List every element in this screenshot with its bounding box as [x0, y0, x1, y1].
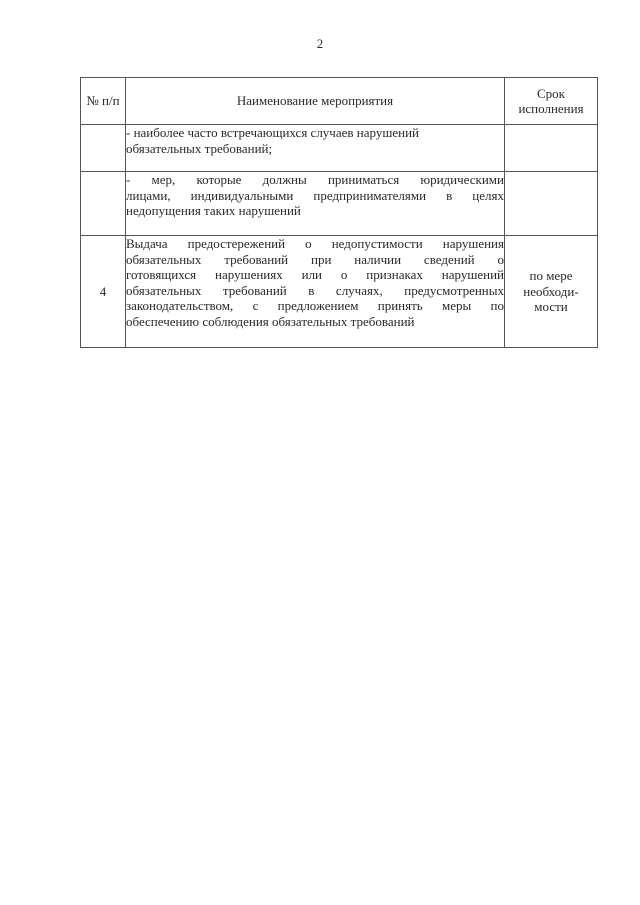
text-line: законодательством, с предложением принять меры по	[126, 298, 504, 313]
header-deadline-line-2: исполнения	[518, 101, 584, 116]
table-row	[81, 125, 598, 172]
text-line: - мер, которые должны приниматься юридическими	[126, 172, 504, 187]
table-header-row	[81, 78, 598, 125]
activities-table	[80, 77, 598, 348]
deadline-line-1: по мере	[529, 268, 573, 284]
page-number: 2	[316, 36, 324, 51]
text-line: недопущения таких нарушений	[126, 203, 301, 218]
header-number: № п/п	[81, 78, 126, 125]
deadline-line-2: необходи-	[523, 283, 579, 299]
row-activity	[126, 172, 505, 236]
text-line: обязательных требований в случаях, предусмотренных	[126, 282, 504, 298]
header-deadline	[505, 78, 598, 125]
table-row	[81, 172, 598, 236]
row-deadline	[505, 172, 598, 236]
header-activity-name: Наименование мероприятия	[126, 78, 505, 125]
text-line: лицами, индивидуальными предпринимателями в целях	[126, 187, 504, 203]
text-line: готовящихся нарушениях или о признаках нарушений	[126, 267, 504, 282]
table-row	[81, 236, 598, 348]
text-line: обеспечению соблюдения обязательных требований	[126, 313, 415, 329]
row-number	[81, 172, 126, 236]
row-activity	[126, 125, 505, 172]
row-deadline	[505, 125, 598, 172]
text-line: обязательных требований;	[126, 140, 273, 156]
row-number: 4	[81, 236, 126, 348]
row-activity	[126, 236, 505, 348]
header-deadline-line-1: Срок	[537, 85, 565, 101]
deadline-line-3: мости	[534, 299, 568, 315]
row-number	[81, 125, 126, 172]
text-line: обязательных требований при наличии сведений о	[126, 251, 504, 267]
text-line: Выдача предостережений о недопустимости нарушения	[126, 236, 504, 251]
row-deadline	[505, 236, 598, 348]
text-line: - наиболее часто встречающихся случаев нарушений	[126, 125, 419, 140]
